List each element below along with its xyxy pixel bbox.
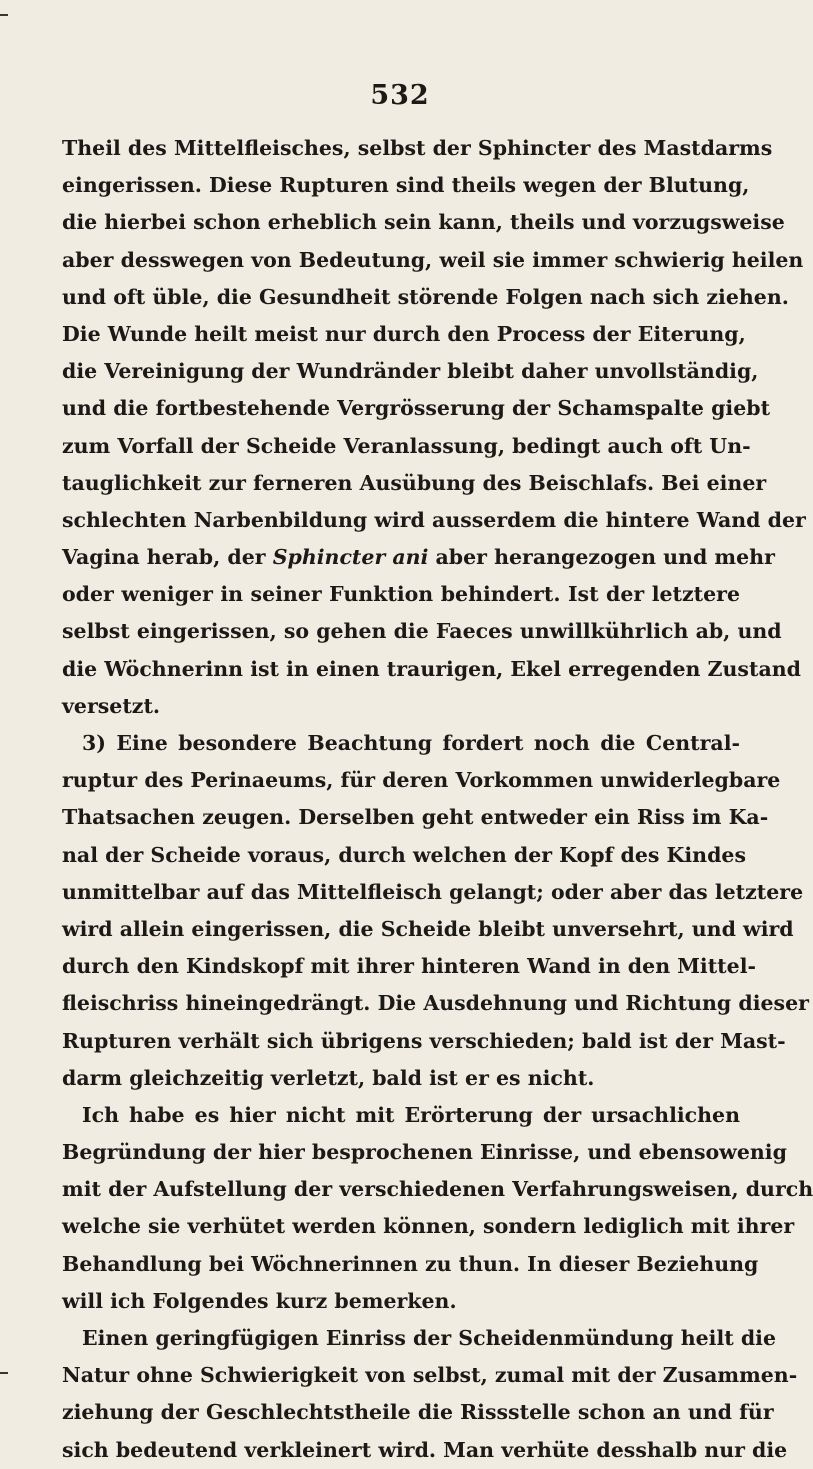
text-line: Behandlung bei Wöchnerinnen zu thun. In dieser Beziehung: [62, 1251, 759, 1276]
text-fragment: Vagina herab, der: [62, 545, 273, 570]
text-line: und die fortbestehende Vergrösserung der Schamspalte giebt: [62, 396, 771, 421]
text-line: welche sie verhütet werden können, sondern lediglich mit ihrer: [62, 1214, 795, 1239]
text-line: durch den Kindskopf mit ihrer hinteren Wand in den Mittel-: [62, 954, 756, 979]
text-line: tauglichkeit zur ferneren Ausübung des Beischlafs. Bei einer: [62, 470, 767, 495]
text-line: Ich habe es hier nicht mit Erörterung der ursachlichen: [82, 1102, 740, 1127]
text-line: fleischriss hineingedrängt. Die Ausdehnung und Richtung dieser: [62, 991, 809, 1016]
text-line: wird allein eingerissen, die Scheide bleibt unversehrt, und wird: [62, 916, 794, 941]
page-edge-mark: [0, 14, 8, 16]
text-line: nal der Scheide voraus, durch welchen der Kopf des Kindes: [62, 842, 746, 867]
text-line: will ich Folgendes kurz bemerken.: [62, 1288, 457, 1313]
body-text: [62, 130, 813, 1469]
text-line: eingerissen. Diese Rupturen sind theils wegen der Blutung,: [62, 173, 750, 198]
text-line: Natur ohne Schwierigkeit von selbst, zumal mit der Zusammen-: [62, 1363, 798, 1388]
text-line: die Vereinigung der Wundränder bleibt daher unvollständig,: [62, 359, 759, 384]
text-line: selbst eingerissen, so gehen die Faeces unwillkührlich ab, und: [62, 619, 782, 644]
text-line: aber desswegen von Bedeutung, weil sie immer schwierig heilen: [62, 247, 804, 272]
text-line: Einen geringfügigen Einriss der Scheidenmündung heilt die: [82, 1326, 777, 1350]
text-line: Theil des Mittelfleisches, selbst der Sphincter des Mastdarms: [62, 136, 773, 160]
text-line: ziehung der Geschlechtstheile die Rissstelle schon an und für: [62, 1400, 774, 1425]
text-line: mit der Aufstellung der verschiedenen Verfahrungsweisen, durch: [62, 1177, 813, 1202]
text-line: versetzt.: [62, 693, 161, 718]
text-line: Rupturen verhält sich übrigens verschieden; bald ist der Mast-: [62, 1028, 786, 1053]
text-line-with-emphasis: [62, 539, 775, 576]
text-line: Die Wunde heilt meist nur durch den Process der Eiterung,: [62, 321, 746, 346]
page-edge-mark: [0, 1372, 8, 1374]
text-line: unmittelbar auf das Mittelfleisch gelangt; oder aber das letztere: [62, 879, 804, 904]
text-fragment: aber herangezogen und mehr: [428, 545, 775, 570]
text-line: 3) Eine besondere Beachtung fordert noch die Central-: [82, 731, 740, 755]
text-line: sich bedeutend verkleinert wird. Man verhüte desshalb nur die: [62, 1437, 788, 1462]
text-line: Begründung der hier besprochenen Einrisse, und ebensowenig: [62, 1140, 787, 1165]
emphasized-term: Sphincter ani: [272, 545, 429, 570]
text-line: zum Vorfall der Scheide Veranlassung, bedingt auch oft Un-: [62, 433, 751, 458]
text-line: oder weniger in seiner Funktion behindert. Ist der letztere: [62, 582, 740, 607]
text-line: darm gleichzeitig verletzt, bald ist er es nicht.: [62, 1065, 595, 1090]
page-number: 532: [370, 80, 430, 111]
text-line: schlechten Narbenbildung wird ausserdem die hintere Wand der: [62, 507, 806, 532]
text-line: die Wöchnerinn ist in einen traurigen, Ekel erregenden Zustand: [62, 656, 801, 681]
text-line: die hierbei schon erheblich sein kann, theils und vorzugsweise: [62, 210, 785, 235]
text-line: ruptur des Perinaeums, für deren Vorkommen unwiderlegbare: [62, 768, 781, 793]
text-line: und oft üble, die Gesundheit störende Folgen nach sich ziehen.: [62, 284, 789, 309]
text-line: Thatsachen zeugen. Derselben geht entweder ein Riss im Ka-: [62, 805, 769, 830]
